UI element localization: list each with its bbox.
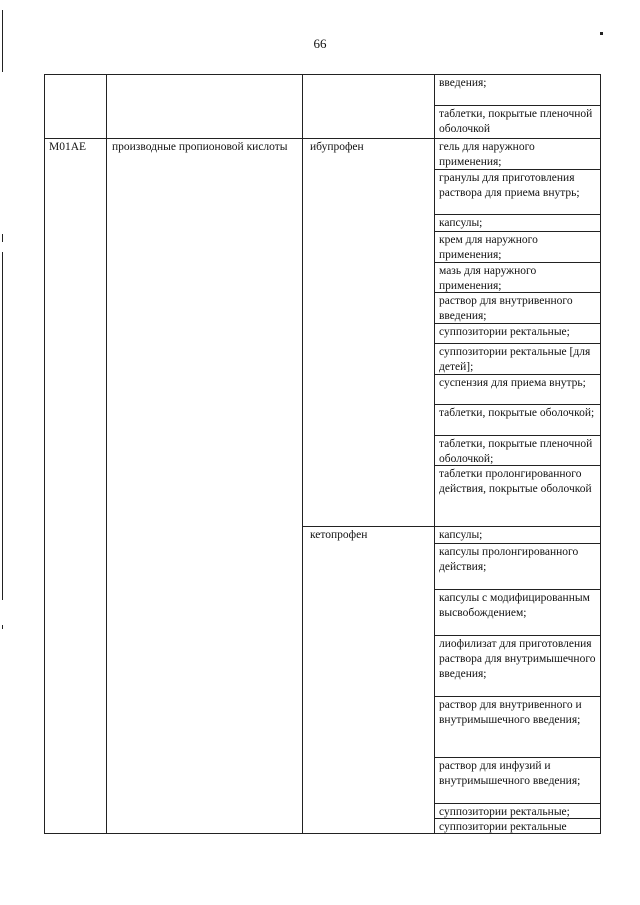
dosage-form-cell: лиофилизат для приготовления раствора для внутримышечного введения; (439, 638, 596, 681)
form-row-border (434, 757, 600, 758)
dosage-form-cell: раствор для внутривенного и внутримышечного введения; (439, 699, 582, 727)
dosage-form-cell: суппозитории ректальные; (439, 326, 570, 338)
column-border (600, 74, 601, 834)
table-top-border (44, 74, 600, 75)
column-border (302, 74, 303, 834)
column-border (434, 74, 435, 834)
dosage-form-cell: суппозитории ректальные; (439, 806, 570, 818)
dosage-form-cell: капсулы; (439, 217, 483, 229)
column-border (106, 74, 107, 834)
drug-name-cell: кетопрофен (310, 529, 368, 541)
dosage-form-cell: капсулы с модифицированным высвобождением; (439, 592, 590, 620)
form-row-border (434, 343, 600, 344)
dosage-form-cell: суппозитории ректальные [для детей]; (439, 346, 591, 374)
group-row-border (44, 138, 600, 139)
dosage-form-cell: раствор для внутривенного введения; (439, 295, 573, 323)
dosage-form-cell: мазь для наружного применения; (439, 265, 537, 293)
dosage-form-cell: раствор для инфузий и внутримышечного введения; (439, 760, 581, 788)
form-row-border (434, 635, 600, 636)
dosage-form-cell: суспензия для приема внутрь; (439, 377, 586, 389)
scan-edge-mark (2, 234, 3, 242)
page-number: 66 (313, 36, 327, 51)
continued-form-cell: таблетки, покрытые пленочной оболочкой (439, 108, 593, 136)
scan-edge-mark (2, 10, 3, 72)
form-row-border (434, 435, 600, 436)
dosage-form-cell: капсулы пролонгированного действия; (439, 546, 579, 574)
form-row-border (434, 105, 600, 106)
scan-edge-mark (2, 252, 3, 600)
group-name-cell: производные пропионовой кислоты (112, 141, 288, 153)
column-border (44, 74, 45, 834)
form-row-border (434, 696, 600, 697)
form-row-border (434, 803, 600, 804)
dosage-form-cell: гель для наружного применения; (439, 141, 535, 169)
dosage-form-cell: таблетки, покрытые пленочной оболочкой; (439, 438, 593, 466)
form-row-border (434, 589, 600, 590)
dosage-form-cell: таблетки, покрытые оболочкой; (439, 407, 595, 419)
dosage-form-cell: гранулы для приготовления раствора для приема внутрь; (439, 172, 580, 200)
atc-code-cell: M01AE (49, 141, 87, 153)
dosage-form-cell: таблетки пролонгированного действия, покрытые оболочкой (439, 468, 592, 496)
form-row-border (434, 404, 600, 405)
scan-edge-mark (600, 32, 603, 35)
drug-table (44, 74, 600, 834)
drug-name-cell: ибупрофен (310, 141, 364, 153)
form-row-border (434, 214, 600, 215)
scan-edge-mark (2, 625, 3, 629)
dosage-form-cell: капсулы; (439, 529, 483, 541)
dosage-form-cell: крем для наружного применения; (439, 234, 538, 262)
continued-form-cell: введения; (439, 77, 487, 89)
dosage-form-cell: суппозитории ректальные (439, 821, 567, 833)
drug-row-border (302, 526, 600, 527)
